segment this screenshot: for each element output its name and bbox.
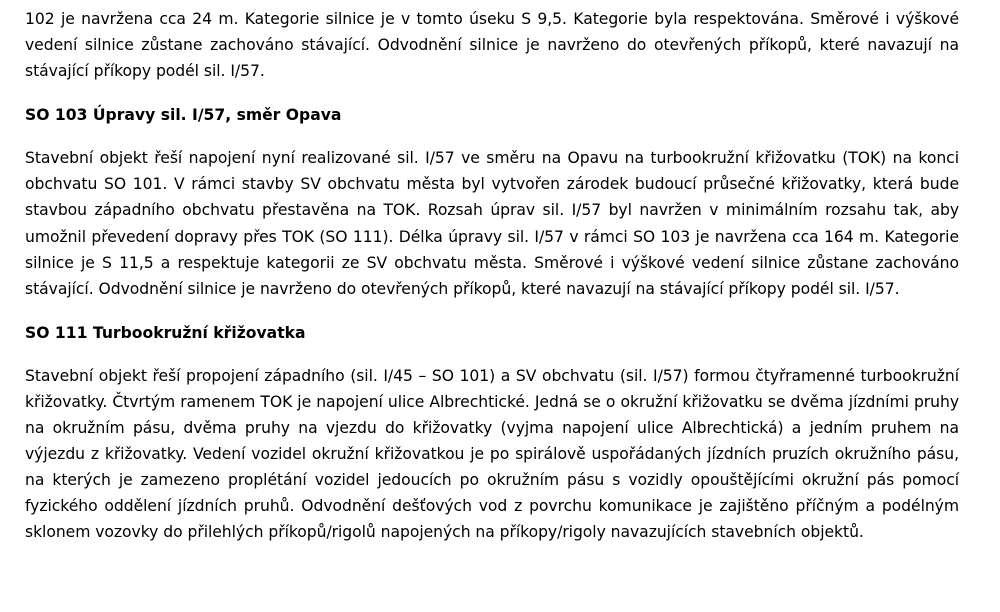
section-body-so-103: Stavební objekt řeší napojení nyní realizované sil. I/57 ve směru na Opavu na turbookružní křižovatku (TOK) na konci obchvatu SO 101. V rámci stavby SV obchvatu města byl vytvořen zárodek budoucí průsečné křižovatky, která bude stavbou západního obchvatu přestavěna na TOK. Rozsah úprav sil. I/57 byl navržen v minimálním rozsahu tak, aby umožnil převedení dopravy přes TOK (SO 111). Délka úpravy sil. I/57 v rámci SO 103 je navržena cca 164 m. Kategorie silnice je S 11,5 a respektuje kategorii ze SV obchvatu města. Směrové i výškové vedení silnice zůstane zachováno stávající. Odvodnění silnice je navrženo do otevřených příkopů, které navazují na stávající příkopy podél sil. I/57. — [25, 149, 959, 298]
spacer — [25, 346, 959, 363]
section-body-so-111: Stavební objekt řeší propojení západního (sil. I/45 – SO 101) a SV obchvatu (sil. I/57) formou čtyřramenné turbookružní křižovatky. Čtvrtým ramenem TOK je napojení ulice Albrechtické. Jedná se o okružní křižovatku se dvěma jízdními pruhy na okružním pásu, dvěma pruhy na vjezdu do křižovatky (vyjma napojení ulice Albrechtická) a jedním pruhem na výjezdu z křižovatky. Vedení vozidel okružní křižovatkou je po spirálově uspořádaných jízdních pruzích okružního pásu, na kterých je zamezeno proplétání vozidel jedoucích po okružním pásu s vozidly opouštějícími okružní pás pomocí fyzického oddělení jízdních pruhů. Odvodnění dešťových vod z povrchu komunikace je zajištěno příčným a podélným sklonem vozovky do přilehlých příkopů/rigolů napojených na příkopy/rigoly navazujících stavebních objektů. — [25, 366, 959, 542]
spacer — [25, 84, 959, 102]
document-page — [25, 6, 959, 546]
section-heading-so-111: SO 111 Turbookružní křižovatka — [25, 323, 306, 342]
intro-paragraph: 102 je navržena cca 24 m. Kategorie silnice je v tomto úseku S 9,5. Kategorie byla respektována. Směrové i výškové vedení silnice zůstane zachováno stávající. Odvodnění silnice je navrženo do otevřených příkopů, které navazují na stávající příkopy podél sil. I/57. — [25, 10, 959, 81]
spacer — [25, 302, 959, 320]
section-heading-so-103: SO 103 Úpravy sil. I/57, směr Opava — [25, 106, 342, 125]
spacer — [25, 128, 959, 145]
